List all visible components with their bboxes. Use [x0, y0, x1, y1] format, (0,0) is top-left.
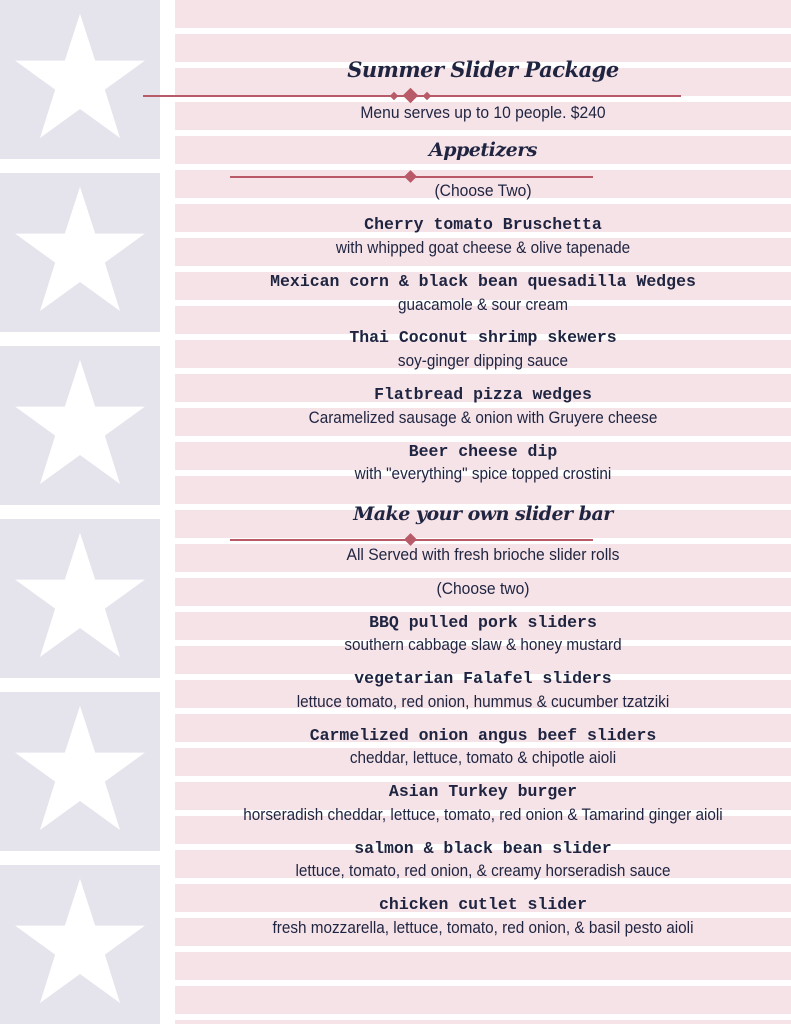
menu-item-name: Asian Turkey burger [388, 782, 578, 801]
menu-content [175, 0, 791, 1024]
star-icon [0, 692, 160, 851]
menu-item-name: BBQ pulled pork sliders [369, 613, 597, 632]
menu-item-name: Flatbread pizza wedges [374, 385, 592, 404]
star-icon [0, 519, 160, 678]
star-icon [0, 346, 160, 505]
menu-item-name: Cherry tomato Bruschetta [364, 215, 602, 234]
menu-item-desc: with "everything" spice topped crostini [354, 464, 612, 483]
menu-item-name: Thai Coconut shrimp skewers [349, 328, 617, 347]
menu-item-desc: horseradish cheddar, lettuce, tomato, red onion & Tamarind ginger aioli [243, 805, 723, 824]
menu-item-name: salmon & black bean slider [354, 839, 612, 858]
star-column [0, 0, 160, 1024]
menu-item-desc: fresh mozzarella, lettuce, tomato, red onion, & basil pesto aioli [272, 918, 694, 937]
menu-item-desc: lettuce tomato, red onion, hummus & cucumber tzatziki [296, 692, 670, 711]
sliders-served: All Served with fresh brioche slider rolls [346, 545, 620, 564]
menu-item-desc: guacamole & sour cream [397, 295, 569, 314]
menu-item-name: Beer cheese dip [408, 442, 558, 461]
menu-item-name: chicken cutlet slider [379, 895, 587, 914]
menu-item-desc: southern cabbage slaw & honey mustard [344, 635, 622, 654]
menu-item-desc: Caramelized sausage & onion with Gruyere cheese [308, 408, 658, 427]
menu-item-name: vegetarian Falafel sliders [354, 669, 612, 688]
menu-item-desc: with whipped goat cheese & olive tapenade [335, 238, 631, 257]
menu-item-desc: lettuce, tomato, red onion, & creamy horseradish sauce [295, 861, 671, 880]
menu-title: Summer Slider Package [347, 57, 619, 82]
star-icon [0, 0, 160, 159]
star-icon [0, 173, 160, 332]
star-icon [0, 865, 160, 1024]
menu-item-desc: cheddar, lettuce, tomato & chipotle aioli [349, 748, 617, 767]
sliders-choose: (Choose two) [436, 579, 530, 598]
sliders-heading: Make your own slider bar [353, 503, 613, 525]
appetizers-heading: Appetizers [429, 139, 537, 161]
menu-item-desc: soy-ginger dipping sauce [397, 351, 569, 370]
menu-subtitle: Menu serves up to 10 people. $240 [360, 103, 606, 122]
appetizers-choose: (Choose Two) [434, 181, 532, 200]
menu-item-name: Mexican corn & black bean quesadilla Wedges [270, 272, 696, 291]
menu-item-name: Carmelized onion angus beef sliders [309, 726, 657, 745]
